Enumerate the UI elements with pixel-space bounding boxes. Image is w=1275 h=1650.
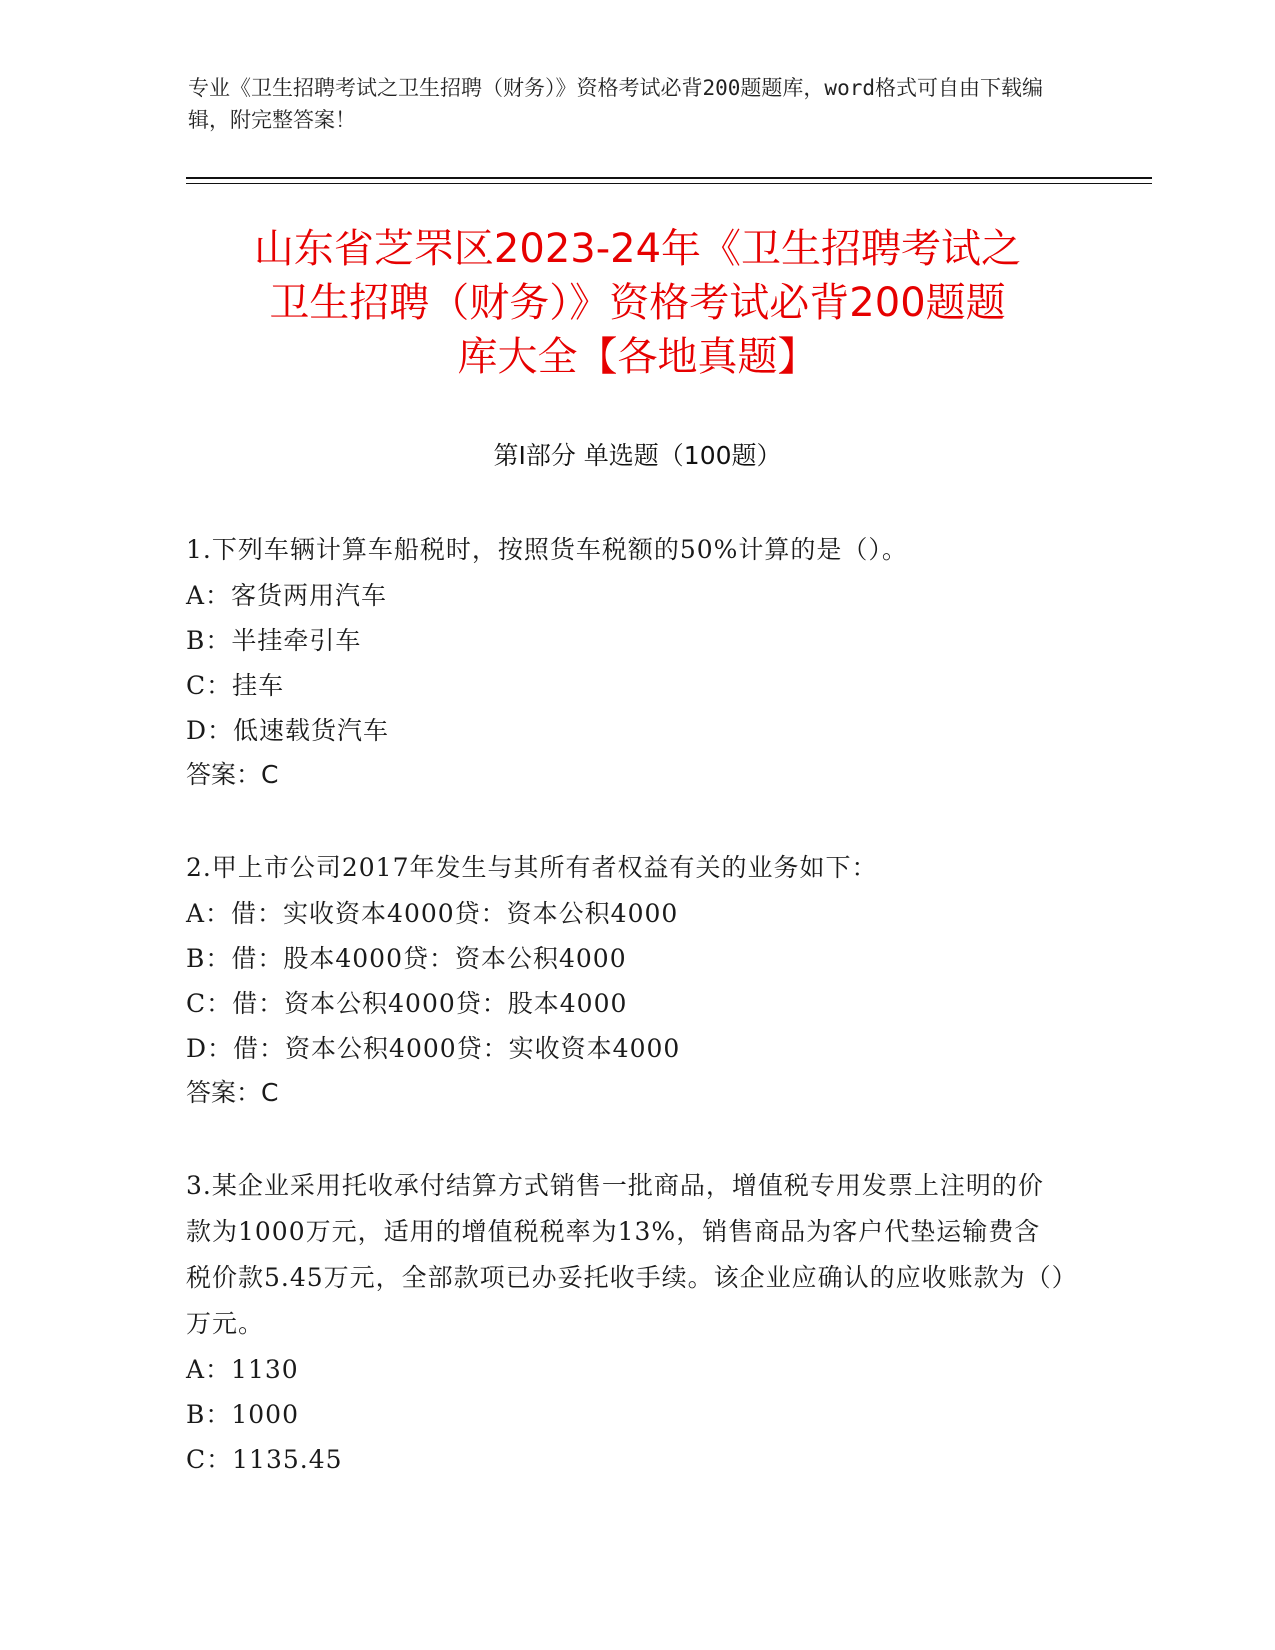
section-heading: 第Ⅰ部分 单选题（100题） xyxy=(493,441,782,470)
header-rule-thick xyxy=(186,177,1152,179)
title-line-3: 库大全【各地真题】 xyxy=(457,334,818,380)
option-c: C：借：资本公积4000贷：股本4000 xyxy=(186,989,628,1018)
question-stem: 1.下列车辆计算车船税时，按照货车税额的50%计算的是（）。 xyxy=(186,535,908,564)
option-b: B：借：股本4000贷：资本公积4000 xyxy=(186,944,627,973)
option-a: A：借：实收资本4000贷：资本公积4000 xyxy=(186,899,679,928)
option-d: D：借：资本公积4000贷：实收资本4000 xyxy=(186,1034,681,1063)
question-stem: 2.甲上市公司2017年发生与其所有者权益有关的业务如下： xyxy=(186,853,878,882)
question-3 xyxy=(186,1163,1066,1482)
option-b: B：1000 xyxy=(186,1400,299,1429)
question-2 xyxy=(186,845,1066,1115)
option-c: C：挂车 xyxy=(186,671,285,700)
answer: 答案：C xyxy=(186,760,279,789)
option-a: A：客货两用汽车 xyxy=(186,581,388,610)
question-list xyxy=(186,527,1066,1530)
header-rule-thin xyxy=(186,183,1152,184)
header-note: 专业《卫生招聘考试之卫生招聘（财务）》资格考试必背200题题库，word格式可自由下载编辑，附完整答案！ xyxy=(188,76,1043,132)
question-1 xyxy=(186,527,1066,797)
title-line-1: 山东省芝罘区2023-24年《卫生招聘考试之 xyxy=(253,226,1022,272)
option-a: A：1130 xyxy=(186,1355,299,1384)
title-line-2: 卫生招聘（财务）》资格考试必背200题题 xyxy=(269,280,1006,326)
document-title xyxy=(150,222,1125,384)
question-stem: 3.某企业采用托收承付结算方式销售一批商品，增值税专用发票上注明的价款为1000万元，适用的增值税税率为13%，销售商品为客户代垫运输费含税价款5.45万元，全部款项已办妥托收手续。该企业应确认的应收账款为（）万元。 xyxy=(186,1171,1066,1338)
option-d: D：低速载货汽车 xyxy=(186,716,390,745)
answer: 答案：C xyxy=(186,1078,279,1107)
option-c: C：1135.45 xyxy=(186,1445,343,1474)
option-b: B：半挂牵引车 xyxy=(186,626,362,655)
